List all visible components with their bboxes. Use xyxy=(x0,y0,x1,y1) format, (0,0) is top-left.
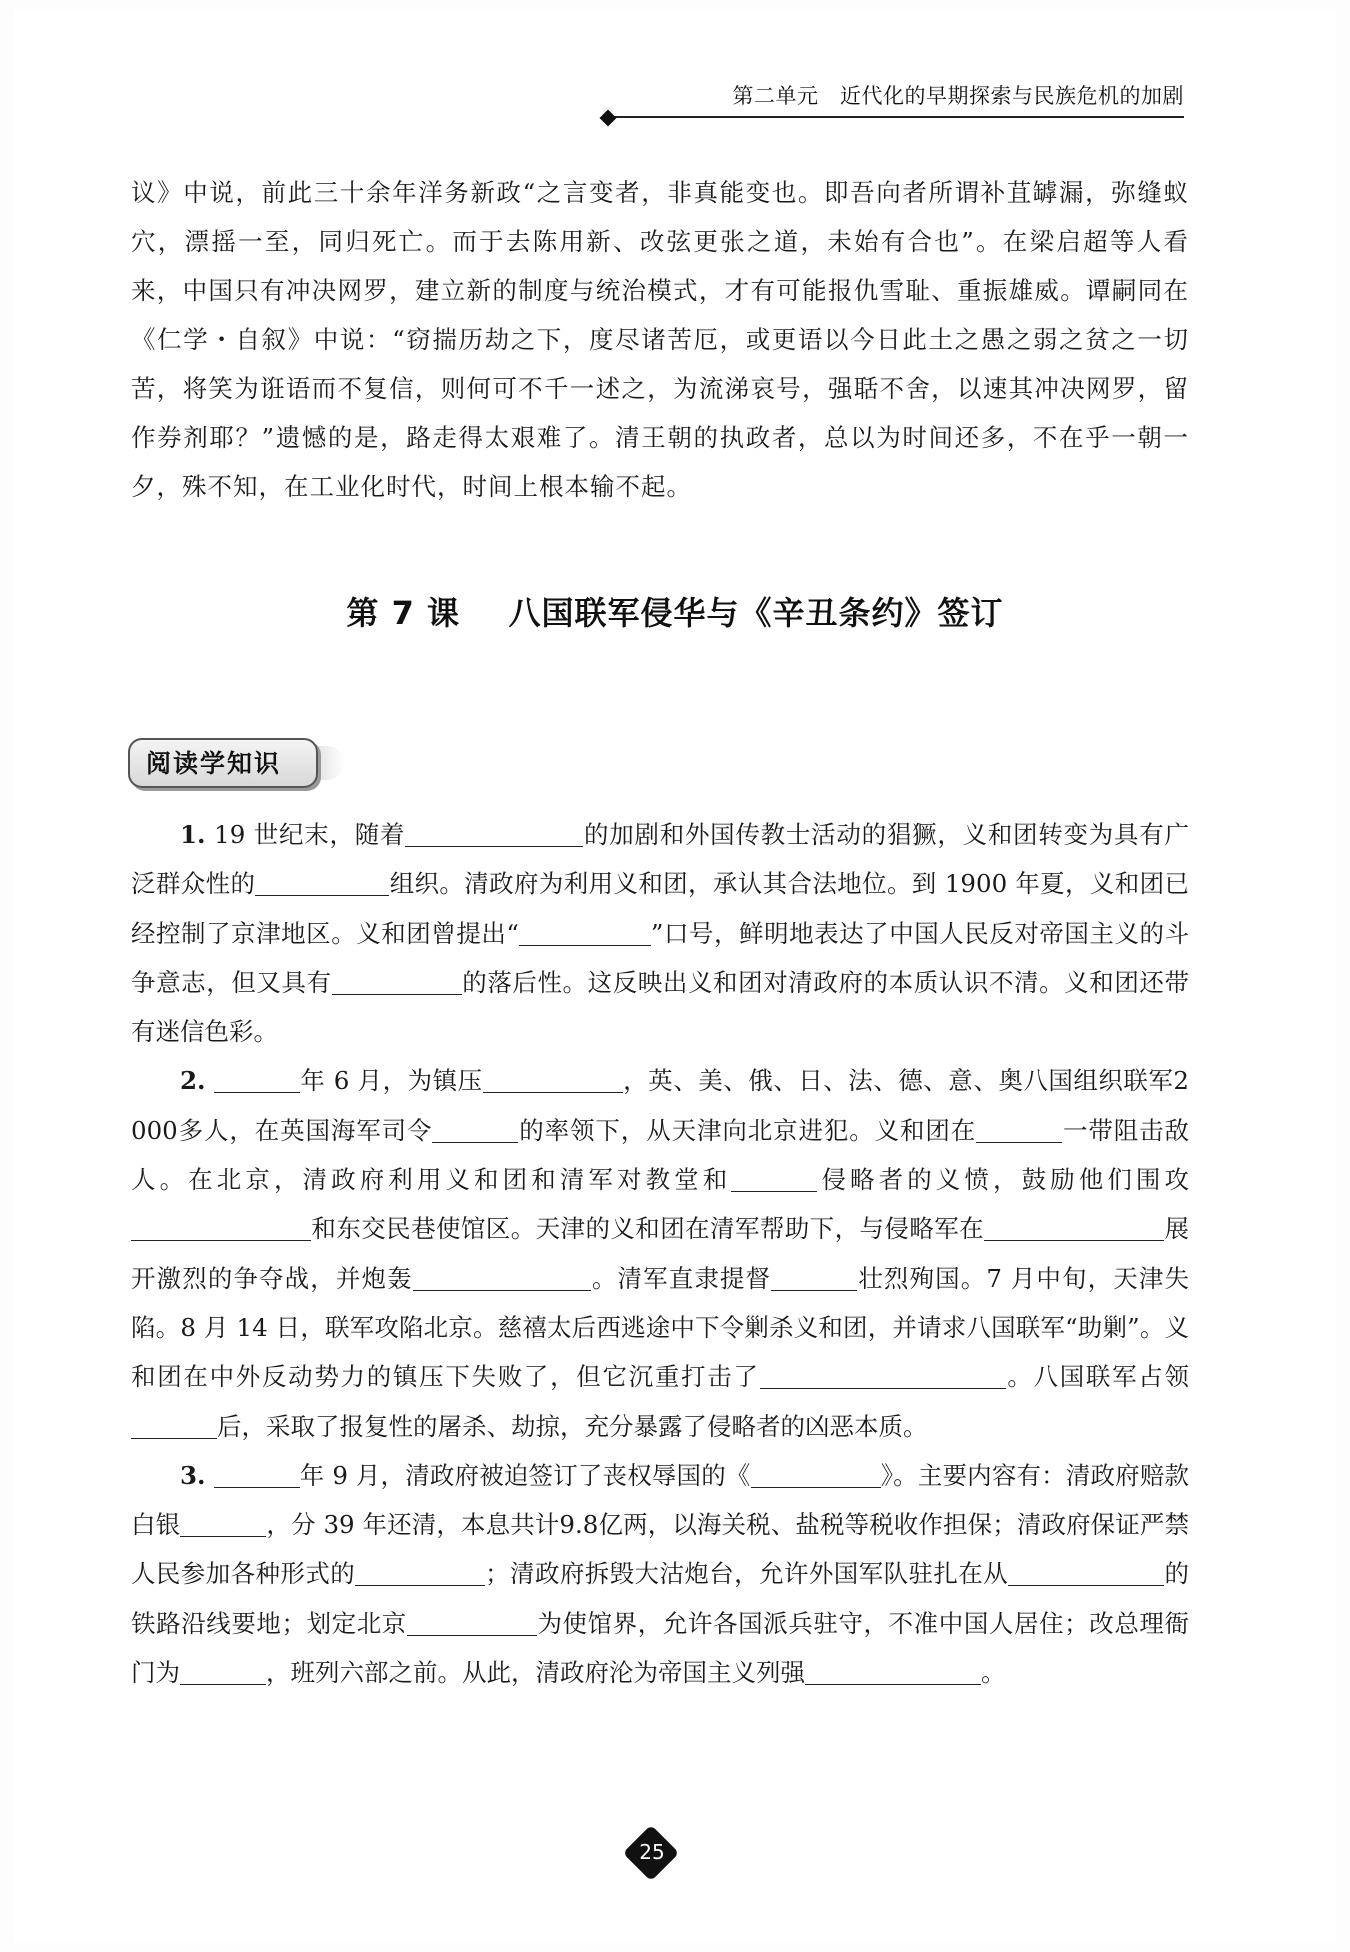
question-text: ”口号，鲜明地表达了中国人民反对帝国主义的斗争意志，但又具有 xyxy=(131,918,1189,997)
question-text: 。八国联军占领 xyxy=(1005,1362,1190,1392)
answer-blank[interactable] xyxy=(255,871,389,897)
question-text: 》。主要内容有：清政府赔款白银 xyxy=(131,1460,1190,1540)
answer-blank[interactable] xyxy=(407,1610,537,1636)
question-text: 展开激烈的争夺战，并炮轰 xyxy=(131,1214,1190,1293)
answer-blank[interactable] xyxy=(771,1265,857,1291)
answer-blank[interactable] xyxy=(180,1512,266,1538)
lesson-title xyxy=(0,588,1350,634)
answer-blank[interactable] xyxy=(355,1561,485,1587)
question-text: 年 9 月，清政府被迫签订了丧权辱国的《 xyxy=(299,1460,751,1490)
question-text: 一带阻击敌人。在北京，清政府利用义和团和清军对教堂和 xyxy=(131,1115,1189,1195)
question-number: 2. xyxy=(180,1066,206,1096)
answer-blank[interactable] xyxy=(984,1216,1164,1242)
question-text: 后，采取了报复性的屠杀、劫掠，充分暴露了侵略者的凶恶本质。 xyxy=(217,1411,928,1441)
question-text: ，分 39 年还清，本息共计9.8亿两，以海关税、盐税等税收作担保；清政府保证严禁人民参加各种形式的 xyxy=(131,1510,1190,1589)
page-number-badge xyxy=(628,1830,676,1878)
question-number: 1. xyxy=(180,820,206,849)
running-header xyxy=(610,76,1184,118)
answer-blank[interactable] xyxy=(413,1265,591,1291)
exercise-body xyxy=(131,810,1189,1697)
answer-blank[interactable] xyxy=(332,969,462,995)
answer-blank[interactable] xyxy=(731,1167,817,1193)
lesson-number: 第 7 课 xyxy=(346,594,460,632)
lesson-name: 八国联军侵华与《辛丑条约》签订 xyxy=(508,594,1004,632)
answer-blank[interactable] xyxy=(214,1068,300,1094)
question-text: 壮烈殉国。7 月中旬，天津失陷。8 月 14 日，联军攻陷北京。慈禧太后西逃途中下令剿杀义和团，并请求八国联军“助剿”。义和团在中外反动势力的镇压下失败了，但它沉重打击了 xyxy=(131,1263,1190,1392)
question-number: 3. xyxy=(180,1460,206,1490)
question-1 xyxy=(131,810,1189,1056)
question-2 xyxy=(131,1056,1189,1450)
answer-blank[interactable] xyxy=(432,1117,518,1143)
intro-passage xyxy=(131,168,1189,511)
question-text: 。清军直隶提督 xyxy=(590,1263,772,1293)
question-3 xyxy=(131,1451,1189,1697)
question-text: 侵略者的义愤，鼓励他们围攻 xyxy=(817,1165,1190,1195)
answer-blank[interactable] xyxy=(131,1216,311,1242)
question-text: 的铁路沿线要地；划定北京 xyxy=(131,1559,1190,1638)
header-unit: 第二单元 xyxy=(732,84,819,108)
answer-blank[interactable] xyxy=(1008,1561,1164,1587)
page-number: 25 xyxy=(639,1840,665,1864)
answer-blank[interactable] xyxy=(519,920,651,946)
question-text: 的率领下，从天津向北京进犯。义和团在 xyxy=(518,1115,977,1145)
answer-blank[interactable] xyxy=(180,1660,266,1686)
header-text xyxy=(732,80,1184,110)
question-text: 。 xyxy=(981,1658,1006,1688)
answer-blank[interactable] xyxy=(760,1364,1006,1390)
answer-blank[interactable] xyxy=(214,1462,300,1488)
section-badge xyxy=(128,738,344,788)
intro-paragraph: 议》中说，前此三十余年洋务新政“之言变者，非真能变也。即吾向者所谓补苴罅漏，弥缝蚁穴，漂摇一至，同归死亡。而于去陈用新、改弦更张之道，未始有合也”。在梁启超等人看来，中国只有冲决网罗，建立新的制度与统治模式，才有可能报仇雪耻、重振雄威。谭嗣同在《仁学・自叙》中说：“窃揣历劫之下，度尽诸苦厄，或更语以今日此土之愚之弱之贫之一切苦，将笑为诳语而不复信，则何可不千一述之，为流涕哀号，强聒不舍，以速其冲决网罗，留作券剂耶？”遗憾的是，路走得太艰难了。清王朝的执政者，总以为时间还多，不在乎一朝一夕，殊不知，在工业化时代，时间上根本输不起。 xyxy=(131,178,1189,501)
question-text: 的加剧和外国传教士活动的猖獗，义和团转变为具有广泛群众性的 xyxy=(131,820,1189,899)
section-label: 阅读学知识 xyxy=(146,749,282,778)
question-text: 和东交民巷使馆区。天津的义和团在清军帮助下，与侵略军在 xyxy=(311,1214,985,1244)
question-text: ，英、美、俄、日、法、德、意、奥八国组织联军2 000多人，在英国海军司令 xyxy=(131,1066,1189,1145)
answer-blank[interactable] xyxy=(976,1117,1062,1143)
answer-blank[interactable] xyxy=(131,1413,217,1439)
question-text: 年 6 月，为镇压 xyxy=(299,1066,483,1096)
answer-blank[interactable] xyxy=(805,1660,981,1686)
question-text: ；清政府拆毁大沽炮台，允许外国军队驻扎在从 xyxy=(485,1559,1009,1589)
question-text: 组织。清政府为利用义和团，承认其合法地位。到 1900 年夏，义和团已经控制了京津地区。义和团曾提出“ xyxy=(131,869,1189,948)
answer-blank[interactable] xyxy=(405,822,583,848)
question-text: ，班列六部之前。从此，清政府沦为帝国主义列强 xyxy=(266,1658,805,1688)
question-text: 为使馆界，允许各国派兵驻守，不准中国人居住；改总理衙门为 xyxy=(131,1608,1189,1688)
answer-blank[interactable] xyxy=(483,1068,623,1094)
header-unit-title: 近代化的早期探索与民族危机的加剧 xyxy=(840,84,1184,108)
answer-blank[interactable] xyxy=(751,1462,881,1488)
question-text: 的落后性。这反映出义和团对清政府的本质认识不清。义和团还带有迷信色彩。 xyxy=(131,967,1190,1047)
question-text: 19 世纪末，随着 xyxy=(214,820,406,849)
